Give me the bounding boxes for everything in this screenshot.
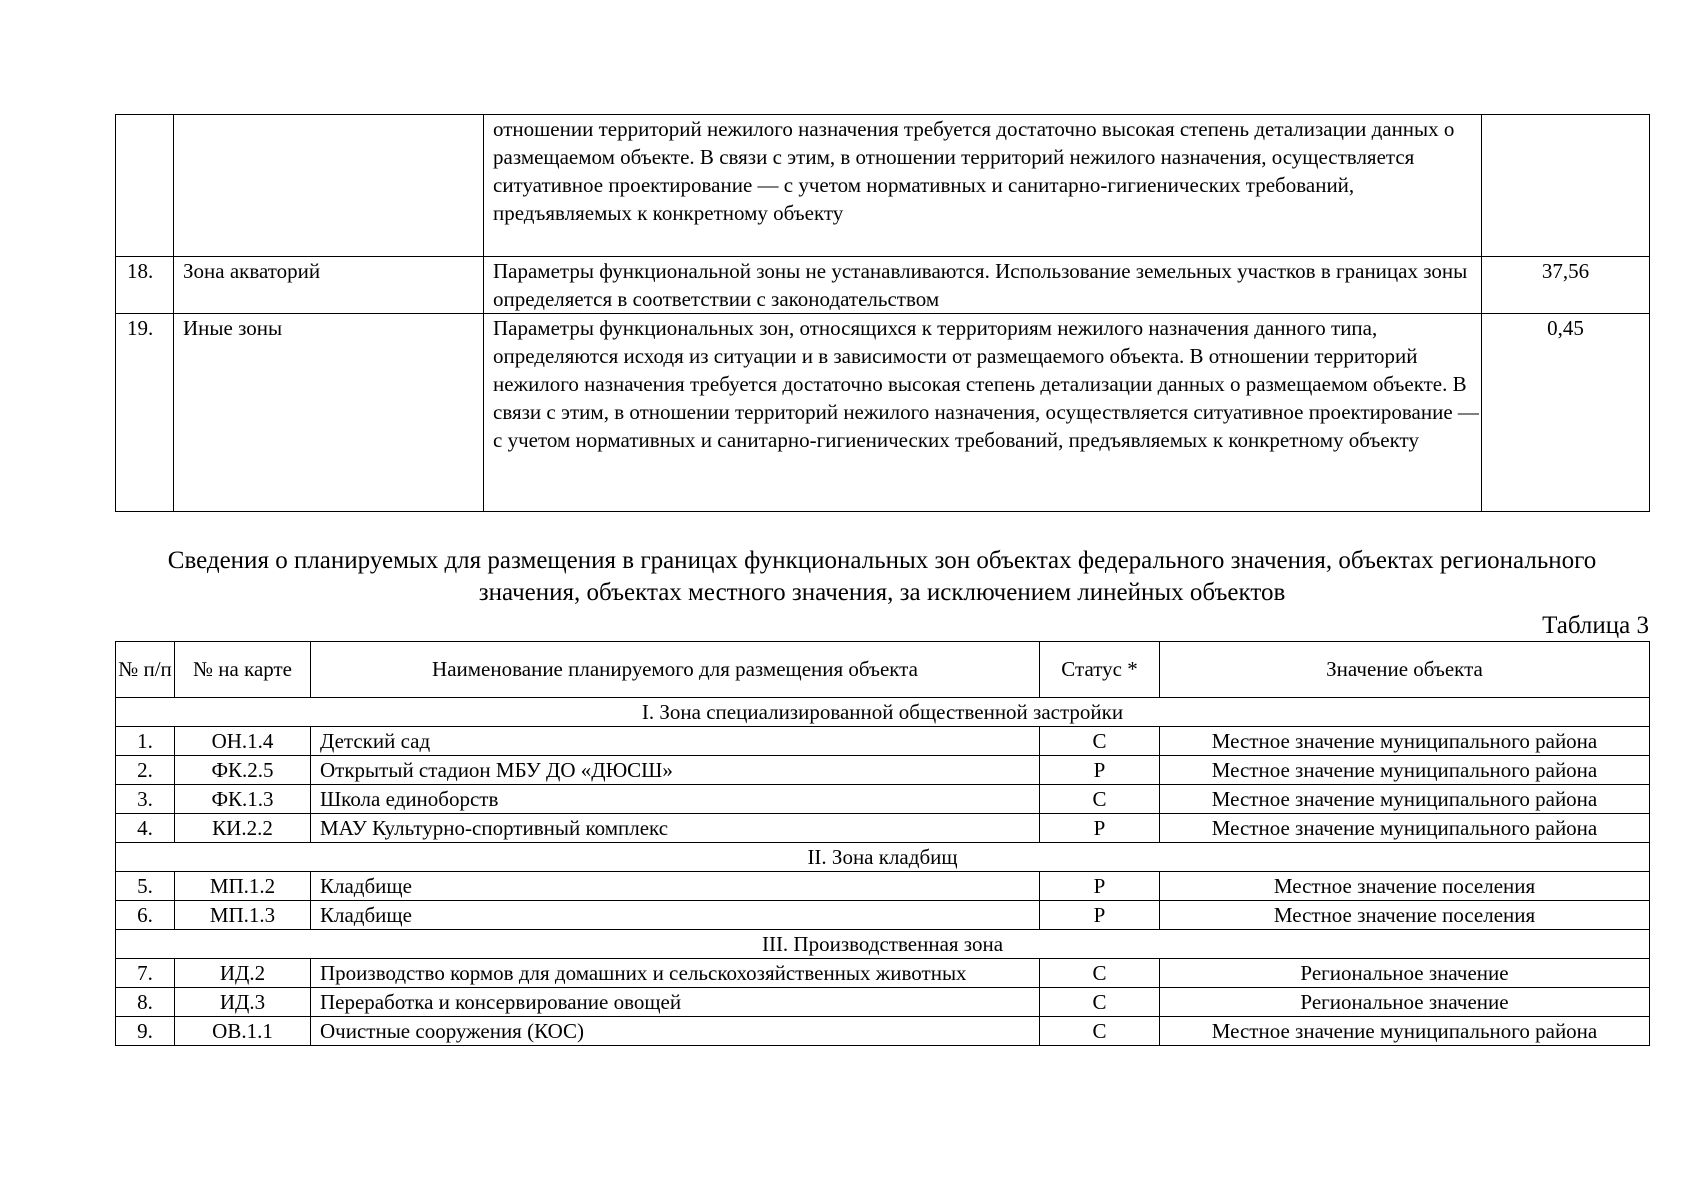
- table-row: [116, 727, 1650, 756]
- significance-cell: Местное значение муниципального района: [1160, 1017, 1650, 1046]
- table-row: [116, 115, 1650, 257]
- row-number-cell: 5.: [116, 872, 175, 901]
- object-name-cell: МАУ Культурно-спортивный комплекс: [311, 814, 1040, 843]
- object-name-cell: Переработка и консервирование овощей: [311, 988, 1040, 1017]
- significance-cell: Региональное значение: [1160, 959, 1650, 988]
- section-row: [116, 698, 1650, 727]
- row-number-cell: 1.: [116, 727, 175, 756]
- table-number-label: Таблица 3: [1542, 612, 1649, 639]
- object-name-cell: Очистные сооружения (КОС): [311, 1017, 1040, 1046]
- map-number-cell: ФК.2.5: [175, 756, 311, 785]
- significance-cell: Местное значение муниципального района: [1160, 727, 1650, 756]
- map-number-cell: ОН.1.4: [175, 727, 311, 756]
- status-cell: Р: [1040, 872, 1160, 901]
- significance-cell: Региональное значение: [1160, 988, 1650, 1017]
- header-status: Статус *: [1040, 642, 1160, 698]
- section-heading: Сведения о планируемых для размещения в границах функциональных зон объектах федерального значения, объектах регионального значения, объектах местного значения, за исключением линейных объектов: [167, 547, 1597, 606]
- section-title: I. Зона специализированной общественной застройки: [116, 698, 1650, 727]
- section-row: [116, 930, 1650, 959]
- status-cell: Р: [1040, 756, 1160, 785]
- map-number-cell: ФК.1.3: [175, 785, 311, 814]
- row-number-cell: 6.: [116, 901, 175, 930]
- map-number-cell: ОВ.1.1: [175, 1017, 311, 1046]
- table-row: [116, 988, 1650, 1017]
- zone-description-cell: Параметры функциональных зон, относящихся к территориям нежилого назначения данного типа, определяются исходя из ситуации и в зависимости от размещаемого объекта. В отношении территорий нежилого назначения требуется достаточно высокая степень детализации данных о размещаемом объекте. В связи с этим, в отношении территорий нежилого назначения, осуществляется ситуативное проектирование — с учетом нормативных и санитарно-гигиенических требований, предъявляемых к конкретному объекту: [484, 314, 1482, 512]
- table-header-row: [116, 642, 1650, 698]
- table-row: [116, 872, 1650, 901]
- significance-cell: Местное значение муниципального района: [1160, 814, 1650, 843]
- significance-cell: Местное значение поселения: [1160, 901, 1650, 930]
- status-cell: С: [1040, 959, 1160, 988]
- object-name-cell: Школа единоборств: [311, 785, 1040, 814]
- status-cell: С: [1040, 785, 1160, 814]
- object-name-cell: Кладбище: [311, 901, 1040, 930]
- object-name-cell: Кладбище: [311, 872, 1040, 901]
- map-number-cell: ИД.3: [175, 988, 311, 1017]
- row-number-cell: 3.: [116, 785, 175, 814]
- row-number-cell: 9.: [116, 1017, 175, 1046]
- map-number-cell: МП.1.3: [175, 901, 311, 930]
- row-number-cell: 8.: [116, 988, 175, 1017]
- zone-name-cell: [174, 115, 484, 257]
- planned-objects-table: [115, 641, 1650, 1046]
- status-cell: С: [1040, 988, 1160, 1017]
- object-name-cell: Производство кормов для домашних и сельскохозяйственных животных: [311, 959, 1040, 988]
- table-row: [116, 1017, 1650, 1046]
- map-number-cell: КИ.2.2: [175, 814, 311, 843]
- header-object-name: Наименование планируемого для размещения объекта: [311, 642, 1040, 698]
- section-title: II. Зона кладбищ: [116, 843, 1650, 872]
- zone-description-cell: отношении территорий нежилого назначения требуется достаточно высокая степень детализации данных о размещаемом объекте. В связи с этим, в отношении территорий нежилого назначения, осуществляется ситуативное проектирование — с учетом нормативных и санитарно-гигиенических требований, предъявляемых к конкретному объекту: [484, 115, 1482, 257]
- map-number-cell: МП.1.2: [175, 872, 311, 901]
- status-cell: С: [1040, 727, 1160, 756]
- table-row: [116, 959, 1650, 988]
- section-title: III. Производственная зона: [116, 930, 1650, 959]
- row-number-cell: 19.: [116, 314, 174, 512]
- zone-area-cell: 0,45: [1482, 314, 1650, 512]
- header-significance: Значение объекта: [1160, 642, 1650, 698]
- table-row: [116, 257, 1650, 314]
- table-row: [116, 756, 1650, 785]
- status-cell: Р: [1040, 901, 1160, 930]
- table-row: [116, 814, 1650, 843]
- significance-cell: Местное значение муниципального района: [1160, 756, 1650, 785]
- significance-cell: Местное значение муниципального района: [1160, 785, 1650, 814]
- table-row: [116, 901, 1650, 930]
- table-row: [116, 785, 1650, 814]
- zones-table-continuation: [115, 114, 1650, 512]
- row-number-cell: 4.: [116, 814, 175, 843]
- header-map-number: № на карте: [175, 642, 311, 698]
- zone-area-cell: [1482, 115, 1650, 257]
- significance-cell: Местное значение поселения: [1160, 872, 1650, 901]
- row-number-cell: [116, 115, 174, 257]
- header-num: № п/п: [116, 642, 175, 698]
- zone-name-cell: Иные зоны: [174, 314, 484, 512]
- object-name-cell: Открытый стадион МБУ ДО «ДЮСШ»: [311, 756, 1040, 785]
- zone-name-cell: Зона акваторий: [174, 257, 484, 314]
- row-number-cell: 18.: [116, 257, 174, 314]
- object-name-cell: Детский сад: [311, 727, 1040, 756]
- zone-area-cell: 37,56: [1482, 257, 1650, 314]
- status-cell: Р: [1040, 814, 1160, 843]
- map-number-cell: ИД.2: [175, 959, 311, 988]
- section-row: [116, 843, 1650, 872]
- row-number-cell: 7.: [116, 959, 175, 988]
- table-row: [116, 314, 1650, 512]
- zone-description-cell: Параметры функциональной зоны не устанавливаются. Использование земельных участков в границах зоны определяется в соответствии с законодательством: [484, 257, 1482, 314]
- row-number-cell: 2.: [116, 756, 175, 785]
- status-cell: С: [1040, 1017, 1160, 1046]
